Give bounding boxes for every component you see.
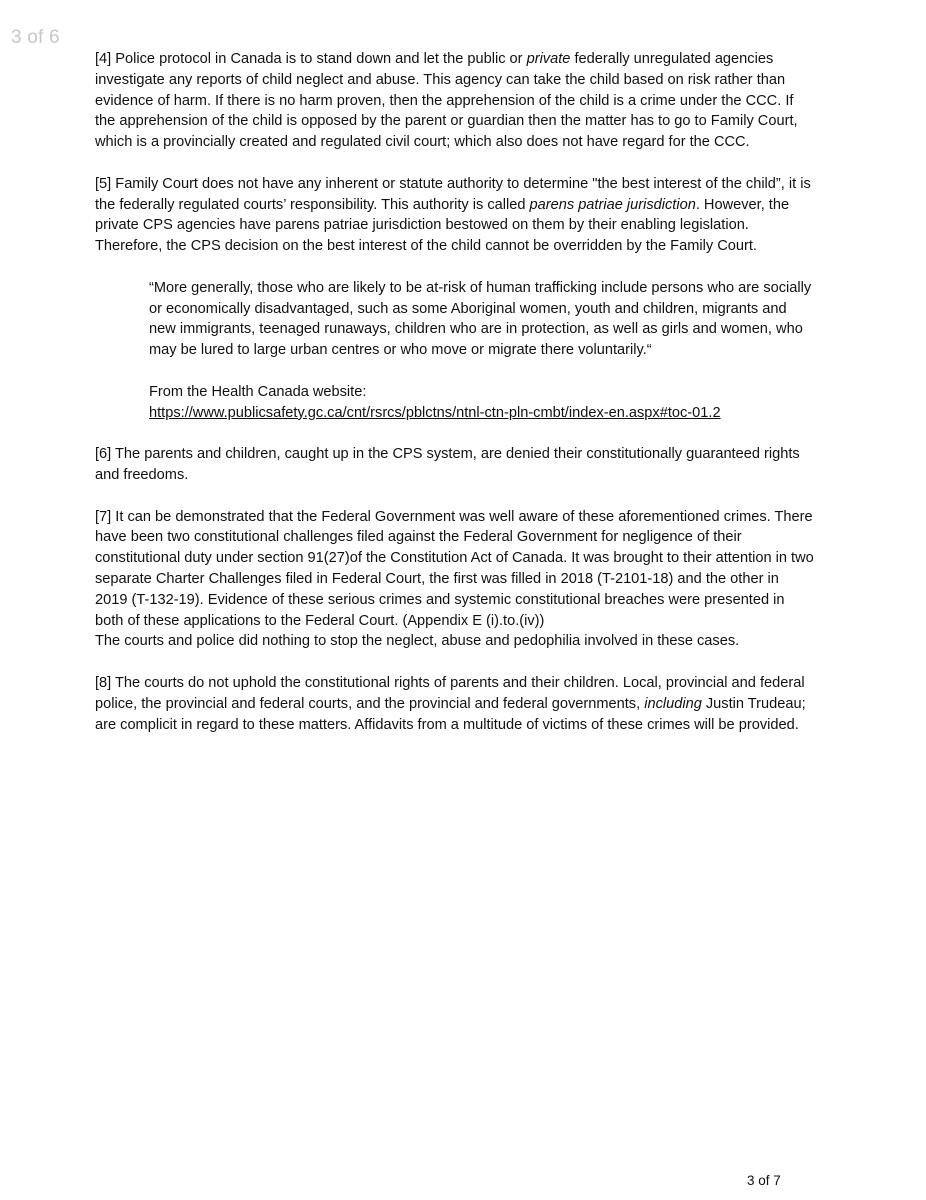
document-body (95, 49, 815, 756)
paragraph-7 (95, 507, 815, 653)
viewer-page-indicator: 3 of 6 (11, 27, 60, 48)
paragraph-5-emphasis: parens patriae jurisdiction (529, 196, 696, 213)
page-number-footer: 3 of 7 (747, 1173, 781, 1188)
paragraph-8-text-a: [8] The courts do not uphold the constitutional rights of parents and their children. Local, provincial and federal police, the provincial and federal courts, and the provincial and federal governments, (95, 674, 805, 712)
quote-text: “More generally, those who are likely to be at-risk of human trafficking include persons who are socially or economically disadvantaged, such as some Aboriginal women, youth and children, migrants and new immigrants, teenaged runaways, children who are in protection, as well as girls and women, who may be lured to large urban centres or who move or migrate there voluntarily.“ (149, 279, 812, 359)
paragraph-5-text-b: . However, the private CPS agencies have parens patriae jurisdiction bestowed on them by their enabling legislation. Therefore, the CPS decision on the best interest of the child cannot be overridden by the Family Court. (95, 196, 790, 255)
paragraph-4-emphasis: private (526, 51, 571, 67)
paragraph-8-text-b: Justin Trudeau; are complicit in regard to these matters. Affidavits from a multitude of victims of these crimes will be provided. (95, 695, 806, 733)
source-link[interactable]: https://www.publicsafety.gc.ca/cnt/rsrcs/pblctns/ntnl-ctn-pln-cmbt/index-en.aspx#toc-01.2 (149, 404, 721, 421)
quote-source-label: From the Health Canada website: (149, 383, 367, 400)
paragraph-4-text-a: [4] Police protocol in Canada is to stand down and let the public or (95, 51, 527, 67)
paragraph-7-text: [7] It can be demonstrated that the Federal Government was well aware of these aforementioned crimes. There have been two constitutional challenges filed against the Federal Government for negligence of their constitutional duty under section 91(27)of the Constitution Act of Canada. It was brought to their attention in two separate Charter Challenges filed in Federal Court, the first was filled in 2018 (T-2101-18) and the other in 2019 (T-132-19). Evidence of these serious crimes and systemic constitutional breaches were presented in both of these applications to the Federal Court. (Appendix E (i).to.(iv)) (95, 508, 814, 629)
paragraph-8-emphasis: including (644, 695, 702, 712)
paragraph-5-text-a: [5] Family Court does not have any inherent or statute authority to determine "the best interest of the child”, it is the federally regulated courts’ responsibility. This authority is called (95, 175, 811, 213)
block-quote (95, 278, 815, 424)
paragraph-4 (95, 49, 815, 153)
paragraph-4-text-b: federally unregulated agencies investigate any reports of child neglect and abuse. This agency can take the child based on risk rather than evidence of harm. If there is no harm proven, then the apprehension of the child is a crime under the CCC. If the apprehension of the child is opposed by the parent or guardian then the matter has to go to Family Court, which is a provincially created and regulated civil court; which also does not have regard for the CCC. (95, 51, 798, 151)
quote-source (149, 382, 815, 424)
paragraph-8 (95, 673, 815, 735)
paragraph-7-followup: The courts and police did nothing to stop the neglect, abuse and pedophilia involved in these cases. (95, 633, 740, 650)
paragraph-5 (95, 174, 815, 257)
paragraph-6: [6] The parents and children, caught up in the CPS system, are denied their constitutionally guaranteed rights and freedoms. (95, 446, 800, 483)
